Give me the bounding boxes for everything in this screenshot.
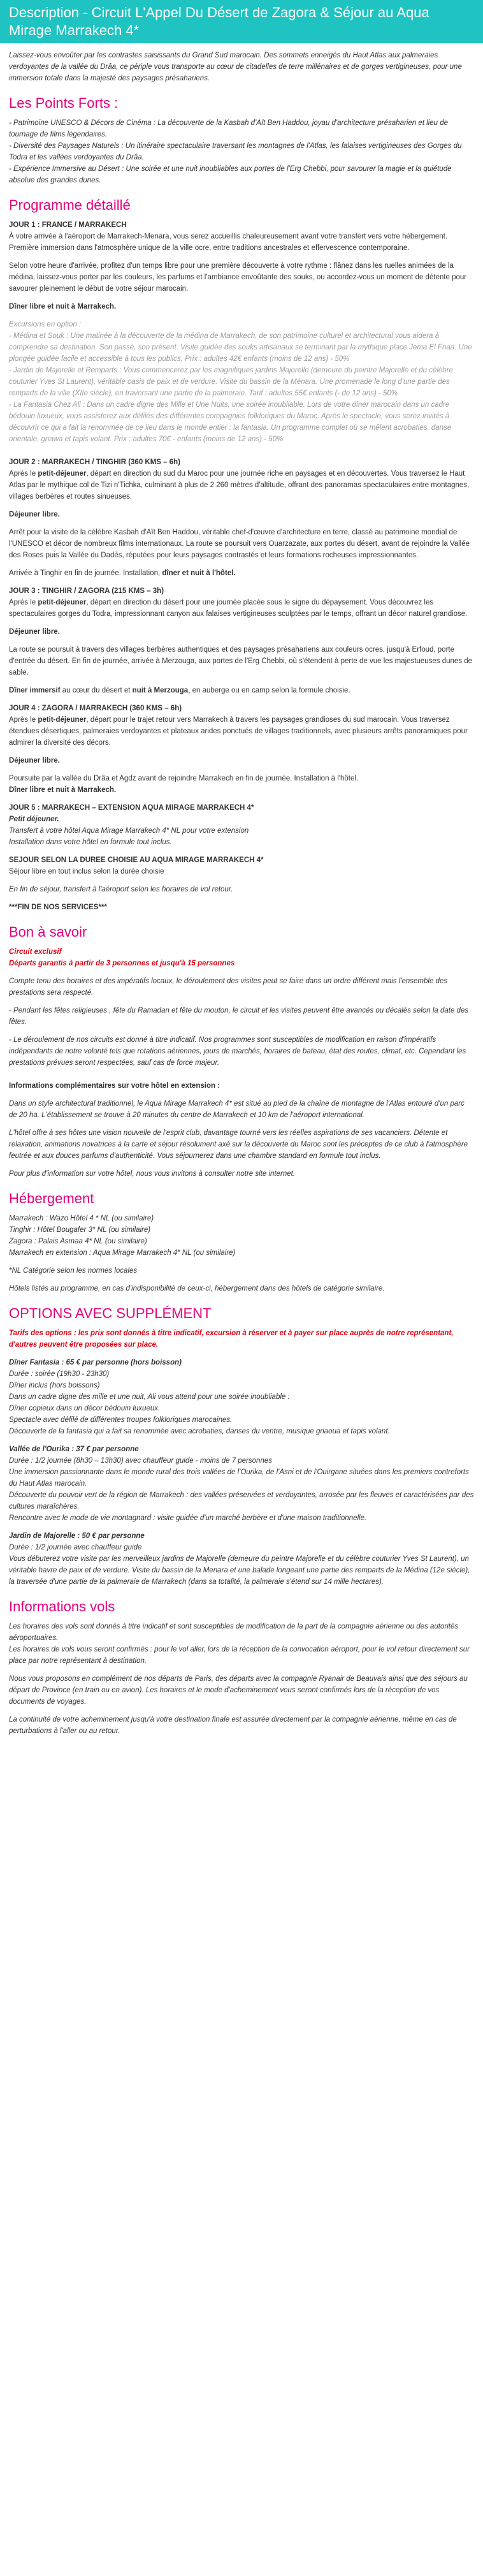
- options-red-note: Tarifs des options : les prix sont donnés à titre indicatif, excursion à réserver et à payer sur place auprès de notre représentant, d'autres peuvent être proposées sur place.: [9, 1329, 454, 1349]
- options-heading: OPTIONS AVEC SUPPLÉMENT: [9, 1305, 212, 1321]
- day3-night-bold: nuit à Merzouga: [132, 687, 189, 694]
- day5-block: [9, 802, 474, 848]
- stay-block: [9, 854, 474, 877]
- option-ourika-line: Durée : 1/2 journée (8h30 – 13h30) avec chauffeur guide - moins de 7 personnes: [9, 1457, 272, 1465]
- day4-text2: Poursuite par la vallée du Drâa et Agdz avant de rejoindre Marrakech en fin de journée. Installation à l'hôtel.: [9, 775, 359, 782]
- hebergement-note1: *NL Catégorie selon les normes locales: [9, 1267, 138, 1275]
- hebergement-note2: Hôtels listés au programme, en cas d'indisponibilité de ceux-ci, hébergement dans des hôtels de catégorie similaire.: [9, 1285, 385, 1292]
- infos-vols-p3: La continuité de votre acheminement jusqu'à votre destination finale est assurée directement par la compagnie aérienne, même en cas de perturbations à l'aller ou au retour.: [9, 1716, 457, 1735]
- day4-breakfast: petit-déjeuner: [38, 716, 87, 724]
- day5-line2: Installation dans votre hôtel en formule tout inclus.: [9, 838, 172, 846]
- option-diner-line: Dîner copieux dans un décor bédouin luxueux.: [9, 1405, 161, 1412]
- infos-vols-p2: Nous vous proposons en complément de nos départs de Paris, des départs avec la compagnie Ryanair de Beauvais ainsi que des séjours au départ de Province (en train ou en avion). Les horaires et le mode d'acheminement vous seront confirmés lors de la réception de vos documents de voyages.: [9, 1675, 468, 1706]
- day1-text: À votre arrivée à l'aéroport de Marrakech-Menara, vous serez accueillis chaleureusement avant votre transfert vers votre hébergement. Première immersion dans l'atmosphère unique de la ville ocre, entre traditions ancestrales et effervescence contemporaine.: [9, 233, 448, 252]
- bon-a-savoir-p3: - Le déroulement de nos circuits est donné à titre indicatif. Nos programmes sont susceptibles de modification en raison d'impératifs indépendants de notre volonté tels que rotations aériennes, jours de marchés, horaires de bateau, état des routes, climat, etc. Cependant les prestations prévues seront respectées, sauf cas de force majeur.: [9, 1036, 466, 1067]
- day4-title: JOUR 4 : ZAGORA / MARRAKECH (360 KMS – 6h): [9, 705, 182, 712]
- end-of-services: ***FIN DE NOS SERVICES***: [9, 904, 107, 911]
- intro-text: Laissez-vous envoûter par les contrastes saisissants du Grand Sud marocain. Des sommets enneigés du Haut Atlas aux palmeraies verdoyantes de la vallée du Drâa, ce périple vous transporte au cœur de citadelles de terre millénaires et de gorges vertigineuses, pour une immersion totale dans la majesté des paysages présahariens.: [9, 52, 462, 82]
- option-diner-line: Dans un cadre digne des mille et une nuit, Ali vous attend pour une soirée inoubliable :: [9, 1393, 290, 1401]
- points-forts-item: - Patrimoine UNESCO & Décors de Cinéma : La découverte de la Kasbah d'Aït Ben Haddou, joyau d'architecture présaharien et lieu de tournage de films légendaires.: [9, 119, 449, 138]
- hotel-info-p2: L'hôtel offre à ses hôtes une vision nouvelle de l'esprit club, davantage tourné vers les réelles aspirations de ses vacanciers. Détente et relaxation, animations novatrices à la carte et séjour résolument axé sur la découverte du Maroc sont les préceptes de ce club à l'atmosphère feutrée et aux douces parfums d'authenticité. Vous séjournerez dans une chambre standard en formule tout inclus.: [9, 1129, 468, 1160]
- option-ourika-line: Découverte du pouvoir vert de la région de Marrakech : des vallées préservées et verdoyantes, arrosée par les fleuves et caractérisées par des cultures maraîchères.: [9, 1491, 474, 1511]
- day3-text: , départ en direction du désert pour une journée placée sous le signe du dépaysement. Vous découvrez les spectaculaires gorges du Todra, impressionnant canyon aux falaises vertigineuses sculptées par le temps, offrant un décor naturel grandiose.: [9, 599, 468, 618]
- day2-title: JOUR 2 : MARRAKECH / TINGHIR (360 KMS – 6h): [9, 458, 181, 466]
- day5-title: JOUR 5 : MARRAKECH – EXTENSION AQUA MIRAGE MARRAKECH 4*: [9, 804, 254, 812]
- bon-a-savoir-heading: Bon à savoir: [9, 924, 87, 940]
- day3-dinner-bold: Dîner immersif: [9, 687, 61, 694]
- stay-title: SEJOUR SELON LA DUREE CHOISIE AU AQUA MIRAGE MARRAKECH 4*: [9, 856, 264, 864]
- excursion-item: - Médina et Souk : Une matinée à la découverte de la médina de Marrakech, de son patrimoine culturel et architectural vous aidera à comprendre sa destination. Son passé, son présent. Visite guidée des souks artisanaux se terminant par la mythique place Jema El Fnaa. Une plongée guidée facile et accessible à tous les publics. Prix : adultes 42€ enfants (moins de 12 ans) - 50%: [9, 332, 472, 363]
- day3-lead: Après le: [9, 599, 38, 606]
- circuit-exclusif: Circuit exclusif: [9, 948, 62, 956]
- stay-end: En fin de séjour, transfert à l'aéroport selon les horaires de vol retour.: [9, 886, 233, 893]
- programme-heading: Programme détaillé: [9, 197, 131, 213]
- day4-text2-block: [9, 773, 474, 796]
- points-forts-item: - Expérience Immersive au Désert : Une soirée et une nuit inoubliables aux portes de l'Erg Chebbi, pour savourer la magie et la quiétude absolue des grandes dunes.: [9, 165, 452, 184]
- page-title: Description - Circuit L'Appel Du Désert de Zagora & Séjour au Aqua Mirage Marrakech 4*: [0, 0, 483, 43]
- bon-a-savoir-p2: - Pendant les fêtes religieuses , fête du Ramadan et fête du mouton, le circuit et les visites peuvent être avancés ou décalés selon la date des fêtes.: [9, 1007, 469, 1026]
- hebergement-list: [9, 1213, 474, 1259]
- points-forts-heading: Les Points Forts :: [9, 95, 119, 111]
- infos-vols-p1a: Les horaires des vols sont donnés à titre indicatif et sont susceptibles de modification de la part de la compagnie aérienne ou des autorités aéroportuaires.: [9, 1623, 459, 1642]
- day4-block: [9, 703, 474, 749]
- day2-block: [9, 457, 474, 502]
- hotel-info-p1: Dans un style architectural traditionnel, le Aqua Mirage Marrakech 4* est situé au pied de la chaîne de montagne de l'Atlas entouré d'un parc de 20 ha. L'établissement se trouve à 20 minutes du centre de Marrakech et 10 km de l'aéroport international.: [9, 1100, 465, 1119]
- option-jardin-line: Vous débuterez votre visite par les merveilleux jardins de Majorelle (demeure du peintre Majorelle et du célèbre couturier Yves St Laurent), un véritable havre de paix et de verdure. Visite du bassin de la Menara et une balade longeant une partie des remparts de la Médina (12e siècle), la traversée d'une partie de la palmeraie de Marrakech (dans sa totalité, la palmeraie s'étend sur 14 mille hectares).: [9, 1555, 470, 1586]
- option-jardin-line: Durée : 1/2 journée avec chauffeur guide: [9, 1544, 142, 1551]
- option-diner-line: Découverte de la fantasia qui a fait sa renommée avec acrobaties, danses du ventre, musique gnaoua et tapis volant.: [9, 1428, 390, 1435]
- day4-lunch: Déjeuner libre.: [9, 757, 60, 765]
- excursions-block: [9, 319, 474, 445]
- day2-text: , départ en direction du sud du Maroc pour une journée riche en paysages et en découvertes. Vous traversez le Haut Atlas par le mythique col de Tizi n'Tichka, culminant à plus de 2 260 mètres d'altitude, offrant des panoramas spectaculaires entre montagnes, villages berbères et routes sinueuses.: [9, 470, 470, 501]
- infos-vols-p1b: Les horaires de vols vous seront confirmés : pour le vol aller, lors de la réception de la convocation aéroport, pour le vol retour directement sur place par notre représentant à destination.: [9, 1646, 470, 1665]
- hebergement-item: Marrakech : Wazo Hôtel 4 * NL (ou similaire): [9, 1215, 154, 1222]
- day4-dinner: Dîner libre et nuit à Marrakech.: [9, 786, 117, 794]
- day3-lunch: Déjeuner libre.: [9, 628, 60, 636]
- day3-dinner: [9, 685, 474, 696]
- points-forts-list: [9, 117, 474, 186]
- hotel-info-p3: Pour plus d'information sur votre hôtel, nous vous invitons à consulter notre site internet.: [9, 1170, 296, 1178]
- option-diner-line: Durée : soirée (19h30 - 23h30): [9, 1370, 110, 1378]
- day3-breakfast: petit-déjeuner: [38, 599, 87, 606]
- day1-dinner: Dîner libre et nuit à Marrakech.: [9, 303, 117, 311]
- day3-text2: La route se poursuit à travers des villages berbères authentiques et des paysages présahariens aux couleurs ocres, jusqu'à Erfoud, porte d'entrée du désert. En fin de journée, arrivée à Merzouga, aux portes de l'Erg Chebbi, où s'étendent à perte de vue les majestueuses dunes de sable.: [9, 646, 473, 677]
- day2-lunch: Déjeuner libre.: [9, 511, 60, 518]
- excursion-item: - La Fantasia Chez Ali : Dans un cadre digne des Mille et Une Nuits, une soirée inoubliable. Lors de votre dîner marocain dans un cadre bédouin luxueux, vous assisterez aux défilés des différentes compagnies folkloriques du Maroc. Après le spectacle, vous serez invités à découvrir ce qui a fait la renommée de ce lieu dans le monde entier : la fantasia. Un programme complet où se mêlent acrobaties, danse orientale, gnawa et tapis volant. Prix : adultes 70€ - enfants (moins de 12 ans) - 50%: [9, 401, 452, 443]
- day2-text2: Arrêt pour la visite de la célèbre Kasbah d'Aït Ben Haddou, véritable chef-d'œuvre d'architecture en terre, classé au patrimoine mondial de l'UNESCO et décor de nombreux films internationaux. La route se poursuit vers Ouarzazate, aux portes du désert, avant de rejoindre la Vallée des Roses puis la Vallée du Dadès, réputées pour leurs paysages contrastés et leurs formations rocheuses impressionnantes.: [9, 529, 470, 559]
- option-diner-line: Spectacle avec défilé de différentes troupes folkloriques marocaines.: [9, 1416, 233, 1424]
- hebergement-item: Zagora : Palais Asmaa 4* NL (ou similaire): [9, 1238, 147, 1245]
- bon-a-savoir-red: [9, 946, 474, 969]
- hebergement-item: Tinghir : Hôtel Bougafer 3* NL (ou similaire): [9, 1226, 151, 1234]
- departs-garantis: Départs garantis à partir de 3 personnes et jusqu'à 15 personnes: [9, 960, 235, 967]
- option-ourika-line: Rencontre avec le mode de vie montagnard : visite guidée d'un marché berbère et d'une maison traditionnelle.: [9, 1514, 367, 1522]
- day3-dinner-text: au cœur du désert et: [60, 687, 133, 694]
- infos-vols-heading: Informations vols: [9, 1599, 115, 1614]
- hotel-info-heading: Informations complémentaires sur votre hôtel en extension :: [9, 1082, 220, 1090]
- hebergement-item: Marrakech en extension : Aqua Mirage Marrakech 4* NL (ou similaire): [9, 1249, 236, 1257]
- points-forts-item: - Diversité des Paysages Naturels : Un itinéraire spectaculaire traversant les montagnes de l'Atlas, les falaises vertigineuses des Gorges du Todra et les vallées verdoyantes du Drâa.: [9, 142, 462, 161]
- day5-line1: Transfert à votre hôtel Aqua Mirage Marrakech 4* NL pour votre extension: [9, 827, 249, 835]
- day3-block: [9, 585, 474, 620]
- day2-breakfast: petit-déjeuner: [38, 470, 87, 478]
- option-jardin-title: Jardin de Majorelle : 50 € par personne: [9, 1532, 145, 1540]
- stay-line: Séjour libre en tout inclus selon la durée choisie: [9, 868, 164, 875]
- excursions-label: Excursions en option :: [9, 321, 82, 328]
- day1-title: JOUR 1 : FRANCE / MARRAKECH: [9, 221, 127, 229]
- excursion-item: - Jardin de Majorelle et Remparts : Vous commencerez par les magnifiques jardins Majorelle (demeure du peintre Majorelle et du célèbre couturier Yves St Laurent), véritable oasis de paix et de verdure. Visite du bassin de la Ménara. Une promenade le long d'une partie des remparts de la ville (XIIe siècle), en traversant une partie de la palmeraie. Tarif : adultes 55€ enfants (- de 12 ans) - 50%: [9, 367, 453, 397]
- option-ourika-title: Vallée de l'Ourika : 37 € par personne: [9, 1445, 139, 1453]
- option-ourika-line: Une immersion passionnante dans le monde rural des trois vallées de l'Ourika, de l'Asni et de l'Ouirgane situées dans les premiers contreforts du Haut Atlas marocain.: [9, 1468, 469, 1488]
- day1-text2: Selon votre heure d'arrivée, profitez d'un temps libre pour une première découverte à votre rythme : flânez dans les ruelles animées de la médina, laissez-vous porter par les couleurs, les parfums et l'ambiance envoûtante des souks, ou accordez-vous un moment de détente pour savourer pleinement le début de votre séjour marocain.: [9, 262, 467, 293]
- day3-dinner-end: , en auberge ou en camp selon la formule choisie.: [188, 687, 350, 694]
- option-ourika-block: [9, 1444, 474, 1524]
- infos-vols-p1: [9, 1621, 474, 1667]
- day2-lead: Après le: [9, 470, 38, 478]
- day2-arrival-bold: dîner et nuit à l'hôtel.: [162, 569, 236, 577]
- day2-arrival-text: Arrivée à Tinghir en fin de journée. Installation,: [9, 569, 162, 577]
- day2-arrival: [9, 567, 474, 579]
- option-diner-block: [9, 1357, 474, 1437]
- option-jardin-block: [9, 1530, 474, 1588]
- day3-title: JOUR 3 : TINGHIR / ZAGORA (215 KMS – 3h): [9, 587, 164, 595]
- day4-text: , départ pour le trajet retour vers Marrakech à travers les paysages grandioses du sud marocain. Vous traversez étendues désertiques, palmeraies verdoyantes et plateaux arides ponctués de villages traditionnels, avec plusieurs arrêts panoramiques pour admirer la diversité des décors.: [9, 716, 468, 747]
- option-diner-title: Dîner Fantasia : 65 € par personne (hors boisson): [9, 1359, 182, 1366]
- option-diner-line: Dîner inclus (hors boissons): [9, 1382, 100, 1389]
- day1-block: [9, 219, 474, 254]
- day4-lead: Après le: [9, 716, 38, 724]
- bon-a-savoir-p1: Compte tenu des horaires et des impératifs locaux, le déroulement des visites peut se faire dans un ordre différent mais l'ensemble des prestations sera respecté.: [9, 977, 448, 997]
- day5-breakfast: Petit déjeuner.: [9, 816, 59, 823]
- hebergement-heading: Hébergement: [9, 1190, 94, 1206]
